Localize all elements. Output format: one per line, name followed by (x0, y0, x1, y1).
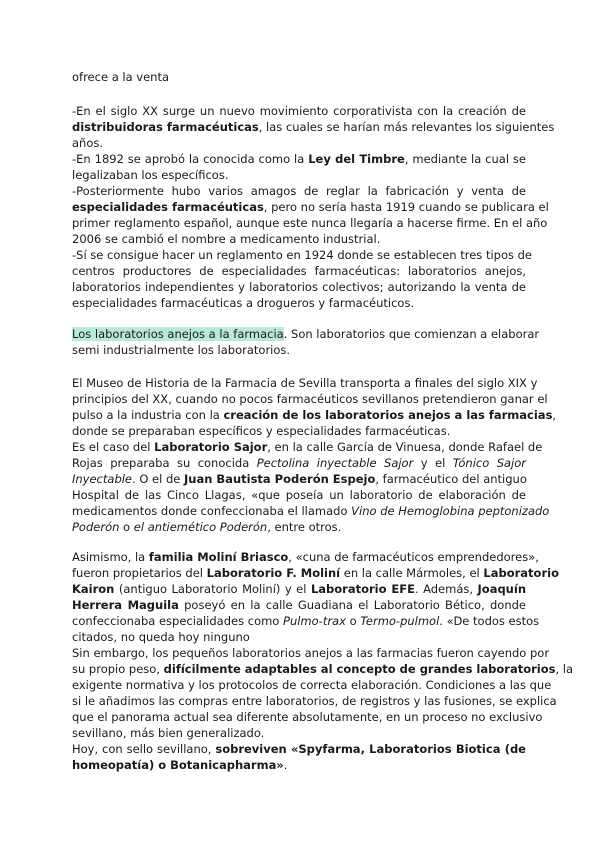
text-line (72, 183, 526, 199)
text-line (72, 693, 557, 709)
bold-text: sobreviven «Spyfarma, Laboratorios Biotica (de (215, 742, 526, 756)
text-run: , farmacéutico del antiguo (375, 472, 527, 486)
text-run: años. (72, 136, 104, 150)
text-run: legalizaban los específicos. (72, 168, 229, 182)
text-run: Es el caso del (72, 440, 155, 454)
text-run: . «De todos estos (439, 614, 540, 628)
text-run: Sin embargo, los pequeños laboratorios anejos a las farmacias fueron cayendo por (72, 646, 550, 660)
text-run: primer reglamento español, aunque este nunca llegaría a hacerse firme. En el año (72, 216, 548, 230)
bold-text: Herrera Maguila (72, 598, 179, 612)
italic-text: Termo-pulmol (360, 614, 440, 628)
text-line (72, 661, 574, 677)
bold-text: Laboratorio (483, 566, 559, 580)
text-line (72, 629, 526, 645)
text-line (72, 645, 550, 661)
text-run: , la (555, 662, 574, 676)
text-line (72, 342, 526, 358)
text-run: poseyó en la calle Guadiana el Laboratorio Bético, donde (178, 598, 526, 612)
text-run: . Además, (414, 582, 478, 596)
text-run: centros productores de especialidades farmacéuticas: laboratorios anejos, (72, 264, 526, 278)
text-run: donde se preparaban específicos y especialidades farmacéuticas. (72, 424, 451, 438)
text-run: especialidades farmacéuticas a drogueros y farmacéuticos. (72, 296, 415, 310)
bold-text: homeopatía) o Botanicapharma» (72, 758, 284, 772)
text-run: si le añadimos las compras entre laboratorios, de registros y las fusiones, se explica (72, 694, 557, 708)
italic-text: Pectolina inyectable Sajor (256, 456, 414, 470)
text-run: laboratorios independientes y laboratorios colectivos; autorizando la venta de (72, 280, 526, 294)
text-run: citados, no queda hoy ninguno (72, 630, 250, 644)
text-run: Hoy, con sello sevillano, (72, 742, 216, 756)
bold-text: familia Moliní Briasco (148, 550, 289, 564)
italic-text: Pulmo-trax (283, 614, 346, 628)
text-line (72, 247, 533, 263)
text-run: , mediante la cual se (404, 152, 526, 166)
bold-text: Juan Bautista Poderón Espejo (184, 472, 376, 486)
text-line (72, 423, 526, 439)
text-run: Hospital de las Cinco Llagas, «que poseía un laboratorio de elaboración de (72, 488, 526, 502)
text-line (72, 725, 526, 741)
text-line (72, 199, 549, 215)
bold-text: Laboratorio EFE (310, 582, 415, 596)
text-line (72, 709, 543, 725)
text-run: Rojas preparaba su conocida (72, 456, 257, 470)
text-line (72, 103, 526, 119)
paragraph-laboratorios-anejos (72, 326, 540, 358)
text-run: . Son laboratorios que comienzan a elaborar (283, 327, 540, 341)
text-run: , en la calle García de Vinuesa, donde Rafael de (267, 440, 543, 454)
text-line (72, 455, 526, 471)
text-run: su propio peso, (72, 662, 164, 676)
text-line: ofrece a la venta (72, 70, 170, 84)
text-run: El Museo de Historia de la Farmacia de Sevilla transporta a finales del siglo XIX y (72, 376, 538, 390)
bold-text: Joaquín (477, 582, 527, 596)
text-line (72, 375, 538, 391)
text-run: principios del XX, cuando no pocos farmacéuticos sevillanos pretendieron ganar el (72, 392, 548, 406)
text-line (72, 471, 526, 487)
text-line (72, 741, 526, 757)
text-line (72, 677, 552, 693)
text-line (72, 167, 526, 183)
text-line (72, 263, 526, 279)
italic-text: Vino de Hemoglobina peptonizado (351, 504, 550, 518)
text-run: , (552, 408, 557, 422)
text-line (72, 565, 559, 581)
text-line (72, 326, 540, 342)
bold-text: especialidades farmacéuticas (72, 200, 264, 214)
text-run: -Posteriormente hubo varios amagos de reglar la fabricación y venta de (72, 184, 526, 198)
italic-text: Poderón (72, 520, 120, 534)
text-run: , las cuales se harían más relevantes los siguientes (258, 120, 555, 134)
text-run: , «cuna de farmacéuticos emprendedores», (288, 550, 539, 564)
text-run: semi industrialmente los laboratorios. (72, 343, 291, 357)
text-line (72, 391, 548, 407)
text-run: -Sí se consigue hacer un reglamento en 1924 donde se establecen tres tipos de (72, 248, 533, 262)
bold-text: Ley del Timbre (308, 152, 405, 166)
text-run: o (345, 614, 361, 628)
text-run: que el panorama actual sea diferente absolutamente, en un proceso no exclusivo (72, 710, 543, 724)
text-line (72, 487, 526, 503)
text-run: -En el siglo XX surge un nuevo movimiento corporativista con la creación de (72, 104, 526, 118)
bold-text: distribuidoras farmacéuticas (72, 120, 259, 134)
text-line (72, 439, 543, 455)
text-line (72, 757, 526, 773)
text-run: sevillano, más bien generalizado. (72, 726, 265, 740)
italic-text: Tónico Sajor (452, 456, 527, 470)
text-run: exigente normativa y los protocolos de correcta elaboración. Condiciones a las que (72, 678, 552, 692)
bold-text: Kairon (72, 582, 115, 596)
bold-text: creación de los laboratorios anejos a las farmacias (223, 408, 553, 422)
text-run: 2006 se cambió el nombre a medicamento industrial. (72, 232, 381, 246)
bold-text: difícilmente adaptables al concepto de grandes laboratorios (163, 662, 556, 676)
text-run: (antiguo Laboratorio Moliní) y el (114, 582, 311, 596)
text-line (72, 215, 548, 231)
text-run: confeccionaba especialidades como (72, 614, 284, 628)
text-line (72, 549, 539, 565)
text-line (72, 407, 557, 423)
text-run: medicamentos donde confeccionaba el llamado (72, 504, 352, 518)
text-line (72, 231, 526, 247)
text-line (72, 279, 526, 295)
paragraph-ofrece (72, 69, 526, 85)
text-line (72, 519, 526, 535)
paragraph-familia-molini (72, 549, 574, 773)
text-line (72, 503, 550, 519)
bold-text: Laboratorio Sajor (154, 440, 268, 454)
text-run: -En 1892 se aprobó la conocida como la (72, 152, 309, 166)
bold-text: Laboratorio F. Moliní (206, 566, 341, 580)
paragraph-historia-legal (72, 103, 555, 311)
text-line (72, 119, 555, 135)
text-run: fueron propietarios del (72, 566, 207, 580)
text-run: , entre otros. (267, 520, 342, 534)
text-run: y el (413, 456, 453, 470)
text-run: pulso a la industria con la (72, 408, 224, 422)
italic-text: Inyectable (72, 472, 133, 486)
text-run: . (283, 758, 288, 772)
paragraph-museo-sevilla (72, 375, 557, 535)
text-line (72, 151, 526, 167)
text-line (72, 613, 540, 629)
italic-text: el antiemético Poderón (133, 520, 268, 534)
text-line (72, 597, 526, 613)
text-line (72, 581, 526, 597)
highlighted-heading: Los laboratorios anejos a la farmacia (72, 327, 284, 341)
text-line (72, 295, 526, 311)
text-line (72, 135, 526, 151)
text-run: Asimismo, la (72, 550, 149, 564)
text-run: o (119, 520, 134, 534)
text-run: . O el de (132, 472, 184, 486)
text-run: en la calle Mármoles, el (340, 566, 484, 580)
text-run: , pero no sería hasta 1919 cuando se publicara el (263, 200, 549, 214)
